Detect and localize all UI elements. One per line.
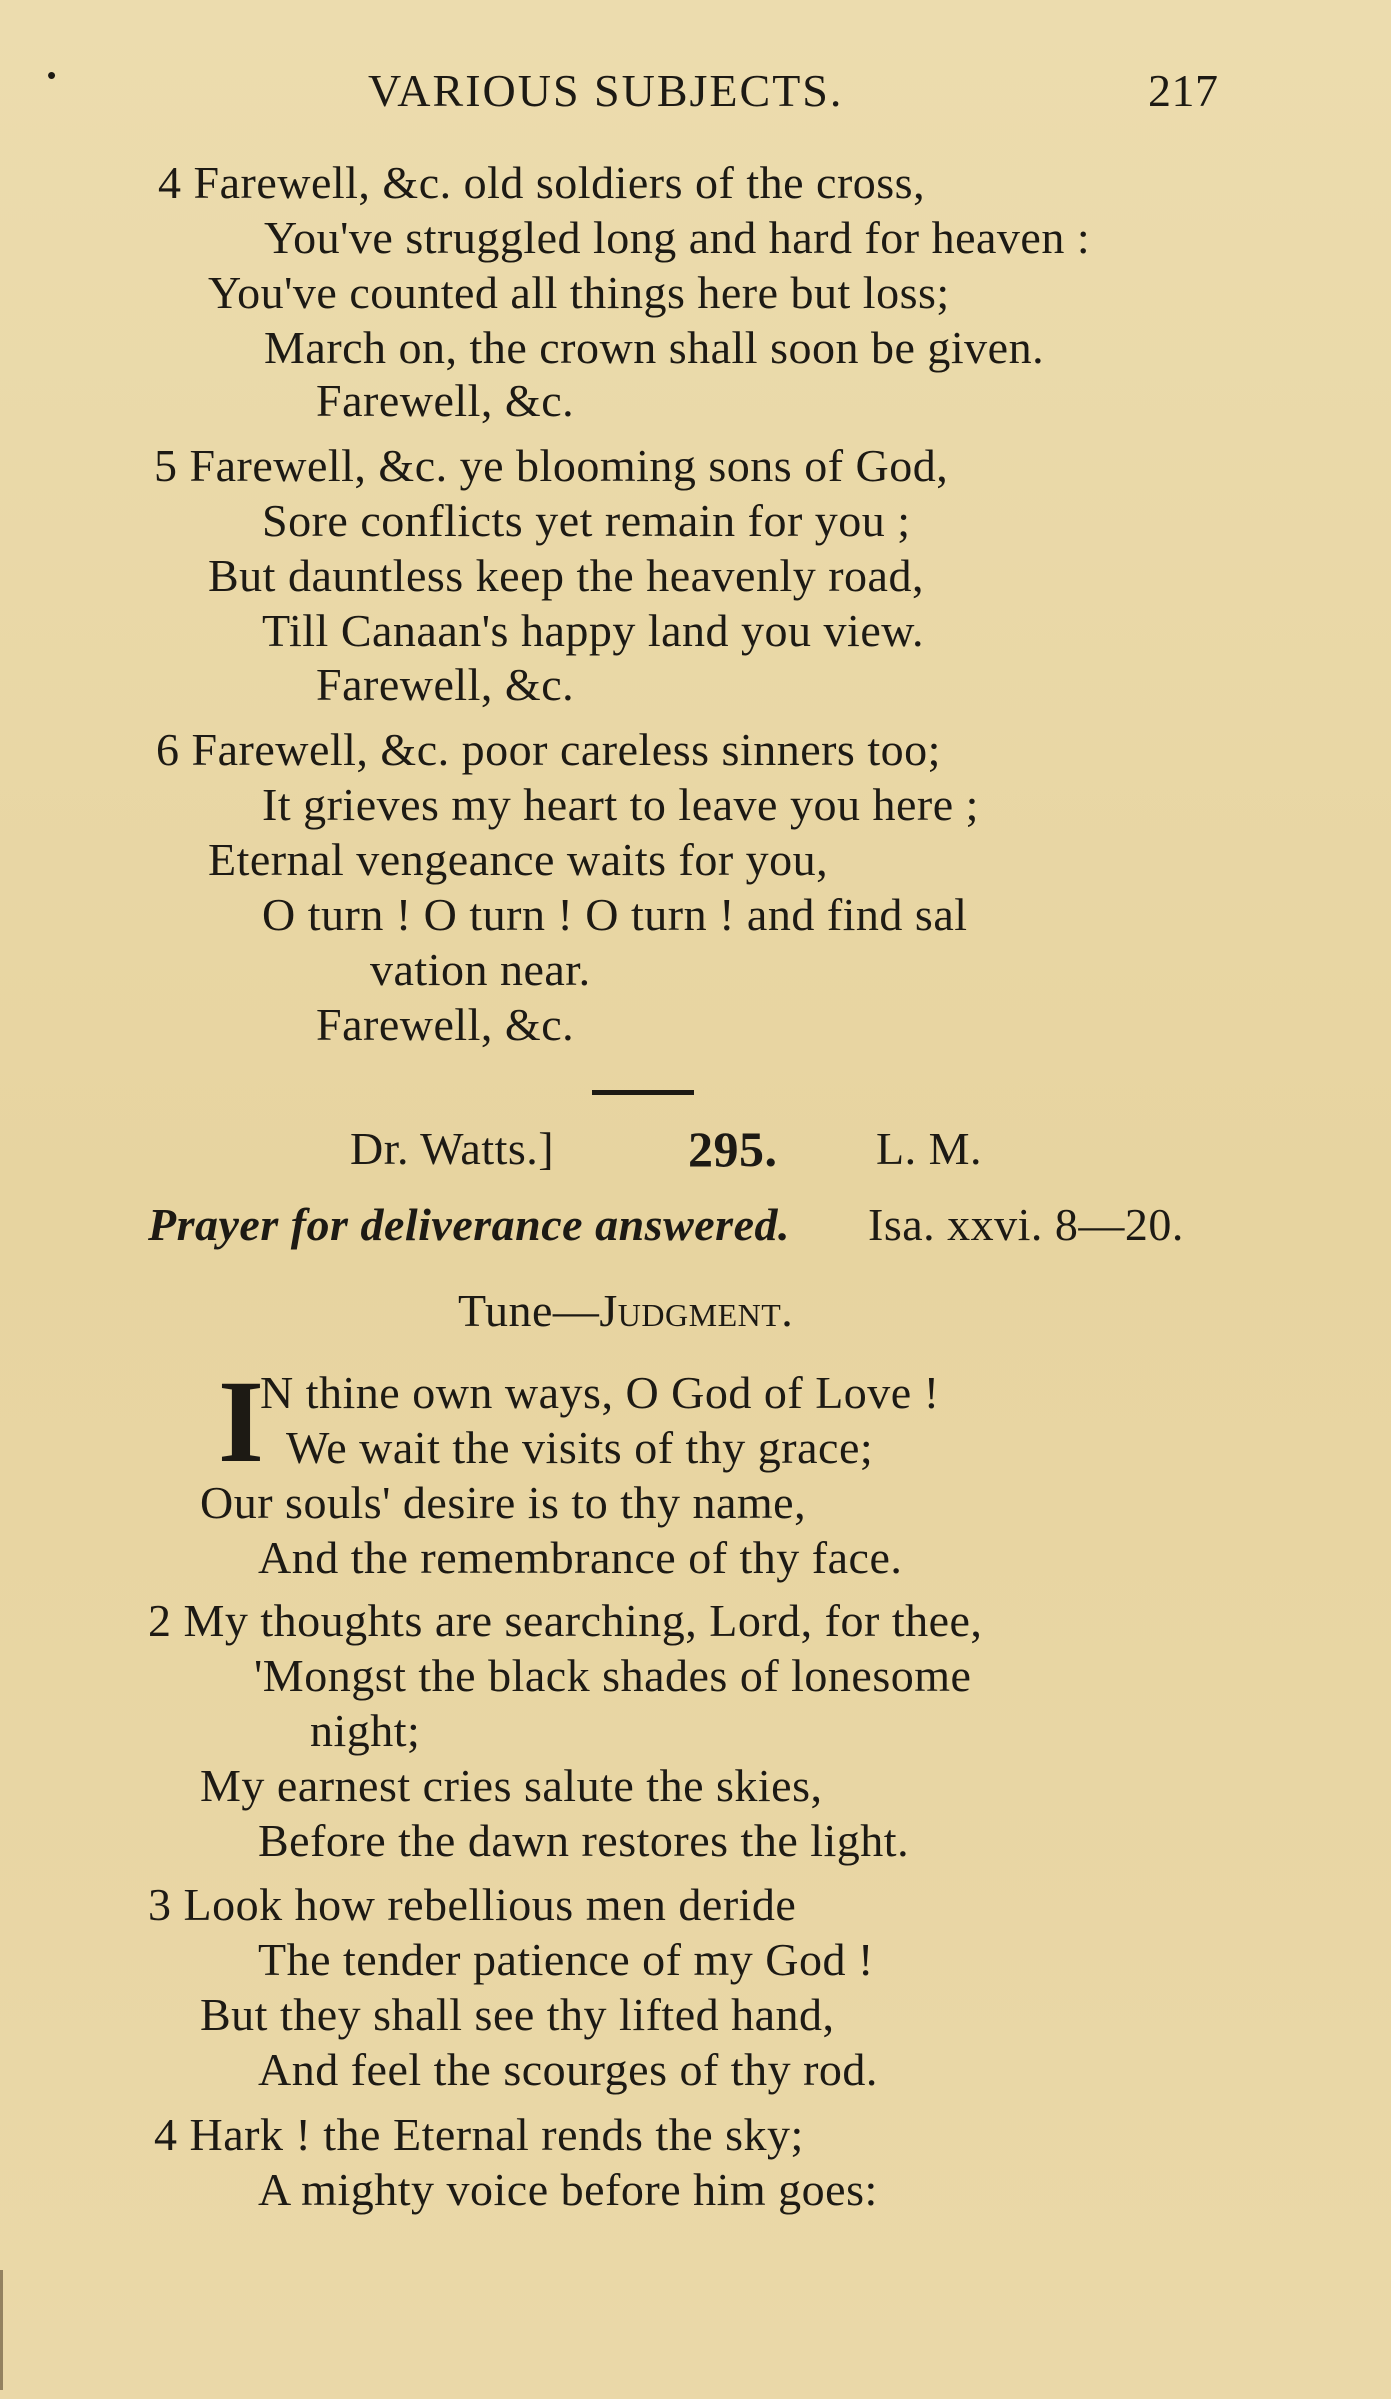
verse-line: It grieves my heart to leave you here ; (262, 779, 979, 830)
verse-line: But they shall see thy lifted hand, (200, 1989, 835, 2040)
verse-line: A mighty voice before him goes: (258, 2164, 878, 2215)
verse-line: vation near. (370, 944, 591, 995)
running-head: VARIOUS SUBJECTS. (368, 65, 844, 116)
verse-line: 4 Farewell, &c. old soldiers of the cross, (158, 157, 926, 208)
verse-line: Eternal vengeance waits for you, (208, 834, 829, 885)
verse-line: 6 Farewell, &c. poor careless sinners too; (156, 724, 941, 775)
verse-line: Sore conflicts yet remain for you ; (262, 495, 911, 546)
verse-line: N thine own ways, O God of Love ! (260, 1367, 940, 1418)
hymn-number: 295. (688, 1121, 778, 1177)
refrain-line: Farewell, &c. (316, 999, 575, 1050)
verse-line: O turn ! O turn ! O turn ! and find sal (262, 889, 968, 940)
scripture-reference: Isa. xxvi. 8—20. (868, 1199, 1184, 1250)
verse-line: 'Mongst the black shades of lonesome (254, 1650, 972, 1701)
drop-cap: I (218, 1356, 264, 1487)
verse-line: The tender patience of my God ! (258, 1934, 874, 1985)
verse-line: Our souls' desire is to thy name, (200, 1477, 807, 1528)
hymn-subject: Prayer for deliverance answered. (148, 1199, 790, 1250)
tune-label: Tune— (458, 1285, 600, 1336)
verse-line: Till Canaan's happy land you view. (262, 605, 924, 656)
verse-line: But dauntless keep the heavenly road, (208, 550, 924, 601)
verse-line: 2 My thoughts are searching, Lord, for thee, (148, 1595, 983, 1646)
section-rule (592, 1090, 694, 1095)
verse-line: Before the dawn restores the light. (258, 1815, 910, 1866)
hymn-author: Dr. Watts.] (350, 1123, 555, 1174)
hymn-meter: L. M. (876, 1123, 982, 1174)
verse-line: night; (310, 1705, 421, 1756)
refrain-line: Farewell, &c. (316, 659, 575, 710)
verse-line: March on, the crown shall soon be given. (264, 322, 1045, 373)
verse-line: And feel the scourges of thy rod. (258, 2044, 878, 2095)
page-edge (0, 2270, 3, 2390)
page-number: 217 (1148, 65, 1219, 116)
verse-line: 4 Hark ! the Eternal rends the sky; (154, 2109, 804, 2160)
verse-line: And the remembrance of thy face. (258, 1532, 903, 1583)
page-mark: • (47, 60, 57, 90)
tune-name: Judgment. (599, 1285, 794, 1336)
verse-line: You've counted all things here but loss; (208, 267, 950, 318)
refrain-line: Farewell, &c. (316, 375, 575, 426)
tune-line (458, 1285, 794, 1336)
verse-line: 5 Farewell, &c. ye blooming sons of God, (154, 440, 949, 491)
verse-line: 3 Look how rebellious men deride (148, 1879, 797, 1930)
verse-line: You've struggled long and hard for heaven : (264, 212, 1091, 263)
verse-line: My earnest cries salute the skies, (200, 1760, 823, 1811)
verse-line: We wait the visits of thy grace; (286, 1422, 874, 1473)
